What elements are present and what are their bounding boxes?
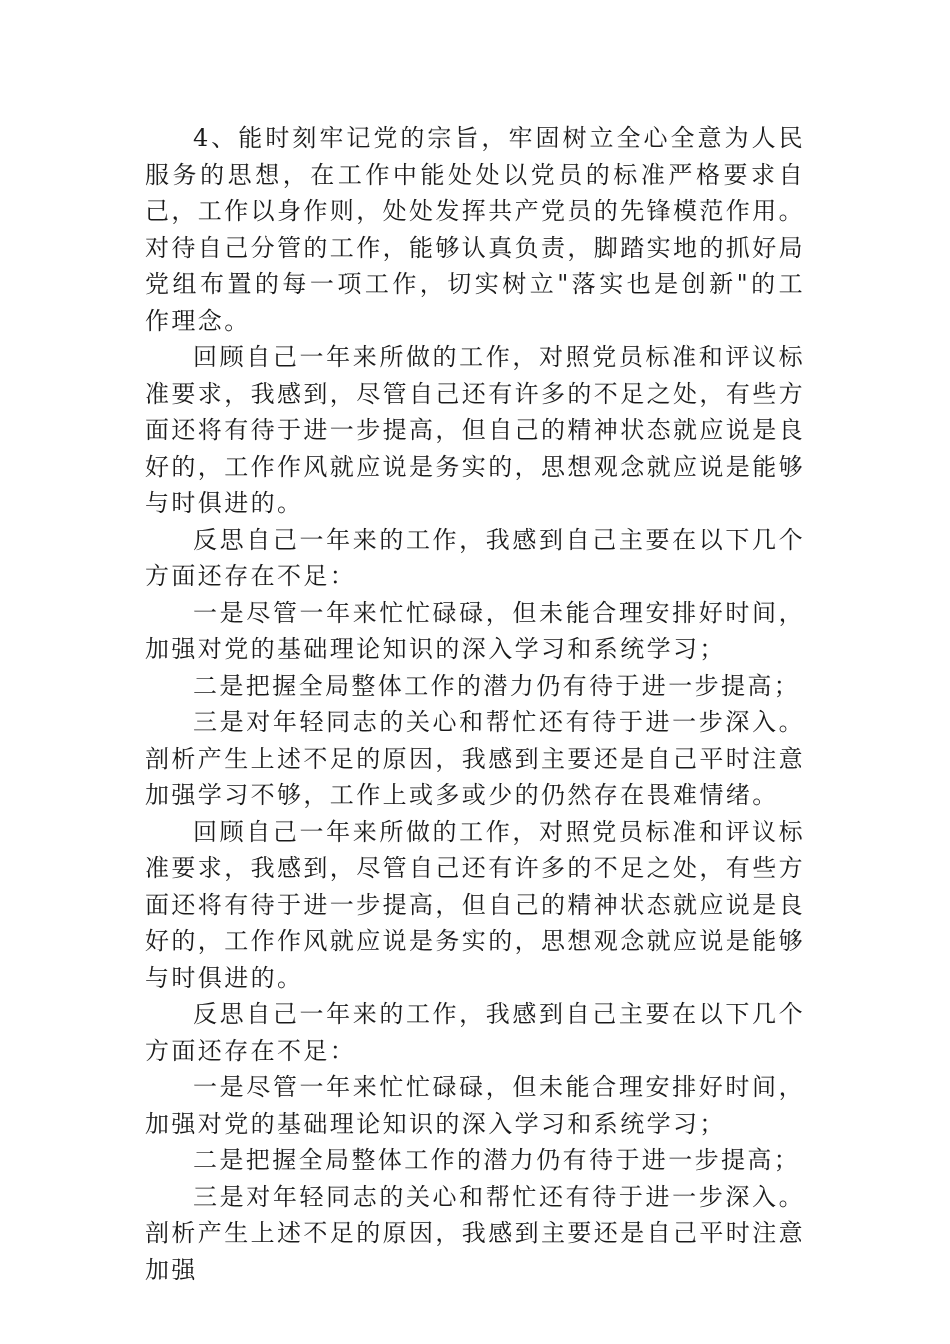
paragraph: 二是把握全局整体工作的潜力仍有待于进一步提高； — [193, 1146, 801, 1174]
paragraph: 一是尽管一年来忙忙碌碌，但未能合理安排好时间，加强对党的基础理论知识的深入学习和系统学习； — [145, 1073, 805, 1138]
paragraph: 三是对年轻同志的关心和帮忙还有待于进一步深入。剖析产生上述不足的原因，我感到主要还是自己平时注意加强学习不够，工作上或多或少的仍然存在畏难情绪。 — [145, 708, 805, 809]
paragraph: 反思自己一年来的工作，我感到自己主要在以下几个方面还存在不足： — [145, 525, 805, 590]
paragraph: 三是对年轻同志的关心和帮忙还有待于进一步深入。剖析产生上述不足的原因，我感到主要还是自己平时注意加强 — [145, 1182, 805, 1284]
paragraph: 二是把握全局整体工作的潜力仍有待于进一步提高； — [193, 671, 801, 700]
paragraph: 回顾自己一年来所做的工作，对照党员标准和评议标准要求，我感到，尽管自己还有许多的不足之处，有些方面还将有待于进一步提高，但自己的精神状态就应说是良好的，工作作风就应说是务实的，思想观念就应说是能够与时俱进的。 — [145, 817, 805, 992]
paragraph: 反思自己一年来的工作，我感到自己主要在以下几个方面还存在不足： — [145, 1000, 805, 1065]
paragraph: 回顾自己一年来所做的工作，对照党员标准和评议标准要求，我感到，尽管自己还有许多的不足之处，有些方面还将有待于进一步提高，但自己的精神状态就应说是良好的，工作作风就应说是务实的，思想观念就应说是能够与时俱进的。 — [145, 343, 805, 517]
paragraph: 4、能时刻牢记党的宗旨，牢固树立全心全意为人民服务的思想，在工作中能处处以党员的标准严格要求自己，工作以身作则，处处发挥共产党员的先锋模范作用。对待自己分管的工作，能够认真负责，脚踏实地的抓好局党组布置的每一项工作，切实树立"落实也是创新"的工作理念。 — [145, 124, 805, 335]
document-body — [145, 120, 805, 1288]
paragraph: 一是尽管一年来忙忙碌碌，但未能合理安排好时间，加强对党的基础理论知识的深入学习和系统学习； — [145, 598, 805, 663]
